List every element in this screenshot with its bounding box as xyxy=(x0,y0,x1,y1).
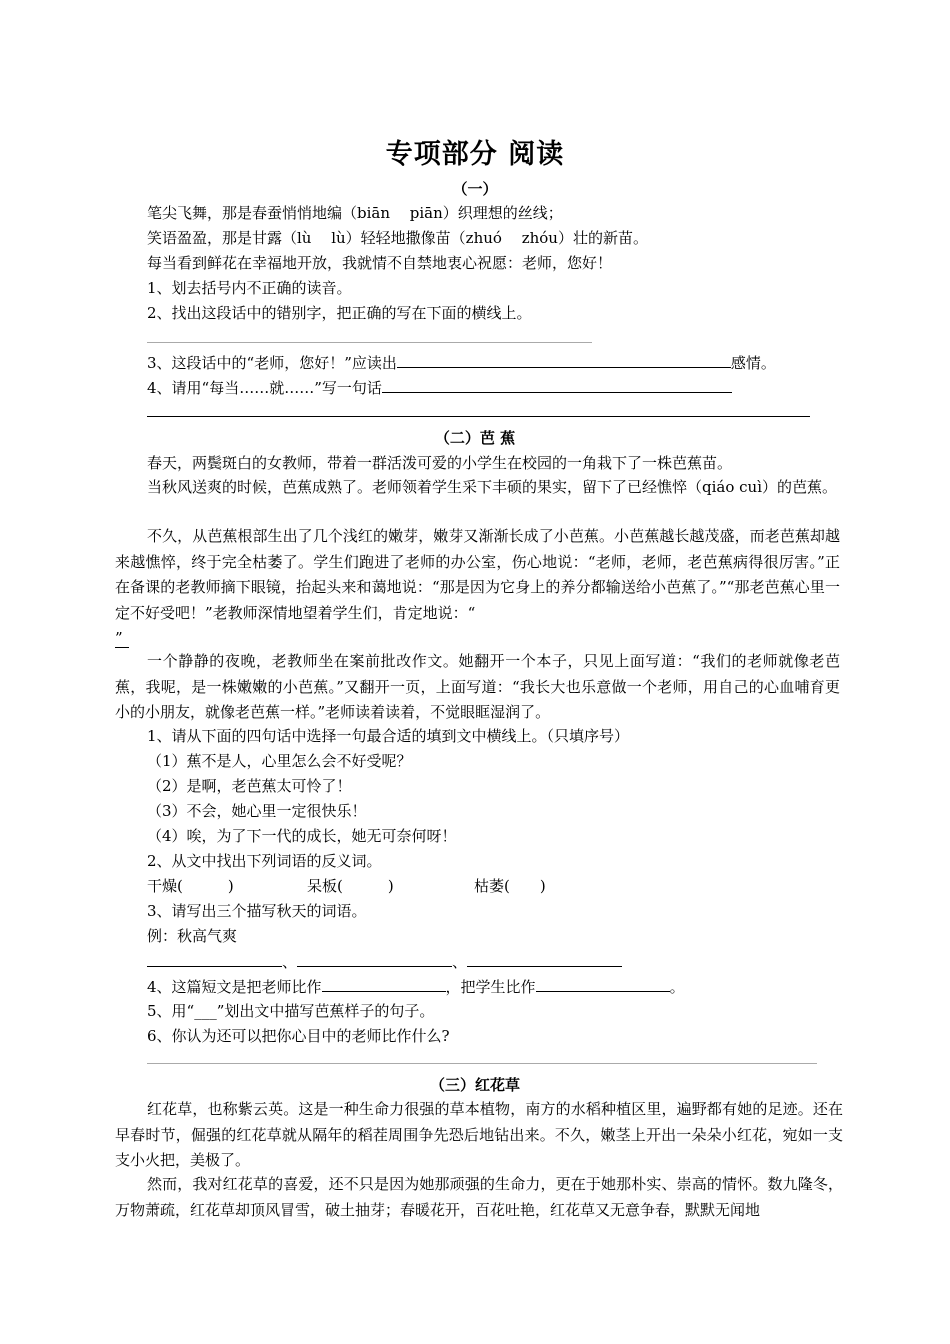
answer-line-q2 xyxy=(147,342,592,343)
banana-question-5 xyxy=(147,1000,434,1022)
banana-question-1: 1、请从下面的四句话中选择一句最合适的填到文中横线上。（只填序号） xyxy=(147,727,630,745)
answer-line-q4 xyxy=(147,416,810,417)
example-text: 例：秋高气爽 xyxy=(147,927,238,945)
autumn-words-blanks xyxy=(147,950,622,973)
poem-line-1: 笔尖飞舞，那是春蚕悄悄地编（biān piān）织理想的丝线； xyxy=(147,204,563,222)
question-4-text-b: ，把学生比作 xyxy=(445,978,536,996)
antonym-2: 呆板( ) xyxy=(307,877,394,895)
banana-question-4 xyxy=(147,975,685,998)
question-4 xyxy=(147,376,732,399)
question-2: 2、找出这段话中的错别字，把正确的写在下面的横线上。 xyxy=(147,304,532,322)
banana-question-3: 3、请写出三个描写秋天的词语。 xyxy=(147,902,367,920)
separator-2: 、 xyxy=(452,953,468,971)
question-1: 1、划去括号内不正确的读音。 xyxy=(147,279,352,297)
antonym-3: 枯萎( ) xyxy=(474,877,546,895)
separator-1: 、 xyxy=(282,953,298,971)
answer-line-q6 xyxy=(147,1063,817,1064)
student-metaphor-blank[interactable] xyxy=(536,975,670,992)
question-4-text-c: 。 xyxy=(669,978,685,996)
question-4-text: 4、请用“每当……就……”写一句话 xyxy=(147,379,382,397)
underline-mark: ___ xyxy=(194,1002,217,1020)
closing-quote: ” xyxy=(115,629,123,647)
question-5-text-a: 5、用“ xyxy=(147,1002,195,1020)
banana-question-2: 2、从文中找出下列词语的反义词。 xyxy=(147,852,382,870)
banana-para-3: 不久，从芭蕉根部生出了几个浅红的嫩芽，嫩芽又渐渐长成了小芭蕉。小芭蕉越长越茂盛，而老芭蕉却越来越憔悴，终于完全枯萎了。学生们跑进了老师的办公室，伤心地说：“老师，老师，老芭蕉病得很厉害。”正在备课的老教师摘下眼镜，抬起头来和蔼地说：“那是因为它身上的养分都输送给小芭蕉了。”“那老芭蕉心里一定不好受吧！”老教师深情地望着学生们，肯定地说：“ xyxy=(115,527,840,622)
option-4: （4）唉，为了下一代的成长，她无可奈何呀！ xyxy=(147,827,457,845)
teacher-metaphor-blank[interactable] xyxy=(322,975,446,992)
question-5-text-b: ”划出文中描写芭蕉样子的句子。 xyxy=(216,1002,435,1020)
page-title: 专项部分 阅读 xyxy=(385,139,565,170)
fill-blank-mark xyxy=(115,647,129,648)
banana-para-2: 当秋风送爽的时候，芭蕉成熟了。老师领着学生采下丰硕的果实，留下了已经憔悴（qiáo cuì）的芭蕉。 xyxy=(147,478,838,496)
question-4-text-a: 4、这篇短文是把老师比作 xyxy=(147,978,322,996)
section-2-heading: （二）芭 蕉 xyxy=(434,429,516,447)
banana-para-4: 一个静静的夜晚，老教师坐在案前批改作文。她翻开一个本子，只见上面写道：“我们的老师就像老芭蕉，我呢，是一株嫩嫩的小芭蕉。”又翻开一页，上面写道：“我长大也乐意做一个老师，用自己的心血哺育更小的小朋友，就像老芭蕉一样。”老师读着读着，不觉眼眶湿润了。 xyxy=(115,652,840,721)
clover-para-2: 然而，我对红花草的喜爱，还不只是因为她那顽强的生命力，更在于她那朴实、崇高的情怀。数九隆冬，万物萧疏，红花草却顶风冒雪，破土抽芽；春暖花开，百花吐艳，红花草又无意争春，默默无闻地 xyxy=(115,1175,843,1219)
autumn-word-blank-1[interactable] xyxy=(147,950,282,967)
clover-para-1: 红花草，也称紫云英。这是一种生命力很强的草本植物，南方的水稻种植区里，遍野都有她的足迹。还在早春时节，倔强的红花草就从隔年的稻茬周围争先恐后地钻出来。不久，嫩茎上开出一朵朵小红花，宛如一支支小火把，美极了。 xyxy=(115,1100,843,1169)
option-1: （1）蕉不是人，心里怎么会不好受呢？ xyxy=(147,752,412,770)
section-1-heading: （一） xyxy=(452,180,498,198)
poem-line-2: 笑语盈盈，那是甘露（lù lù）轻轻地撒像苗（zhuó zhóu）壮的新苗。 xyxy=(147,229,648,247)
poem-line-3: 每当看到鲜花在幸福地开放，我就情不自禁地衷心祝愿：老师，您好！ xyxy=(147,254,613,272)
question-3 xyxy=(147,351,776,374)
autumn-word-blank-3[interactable] xyxy=(467,950,622,967)
question-3-end: 感情。 xyxy=(730,354,776,372)
banana-question-6: 6、你认为还可以把你心目中的老师比作什么? xyxy=(147,1027,450,1045)
banana-para-3-end xyxy=(115,627,123,649)
question-3-text: 3、这段话中的“老师，您好！”应读出 xyxy=(147,354,397,372)
answer-blank-q4[interactable] xyxy=(382,376,732,393)
autumn-word-blank-2[interactable] xyxy=(297,950,452,967)
section-3-heading: （三）红花草 xyxy=(429,1076,520,1094)
antonym-1: 干燥( ) xyxy=(147,877,234,895)
option-3: （3）不会，她心里一定很快乐！ xyxy=(147,802,367,820)
answer-blank-q3[interactable] xyxy=(397,351,731,368)
option-2: （2）是啊，老芭蕉太可怜了！ xyxy=(147,777,352,795)
banana-para-1: 春天，两鬓斑白的女教师，带着一群活泼可爱的小学生在校园的一角栽下了一株芭蕉苗。 xyxy=(147,454,733,472)
